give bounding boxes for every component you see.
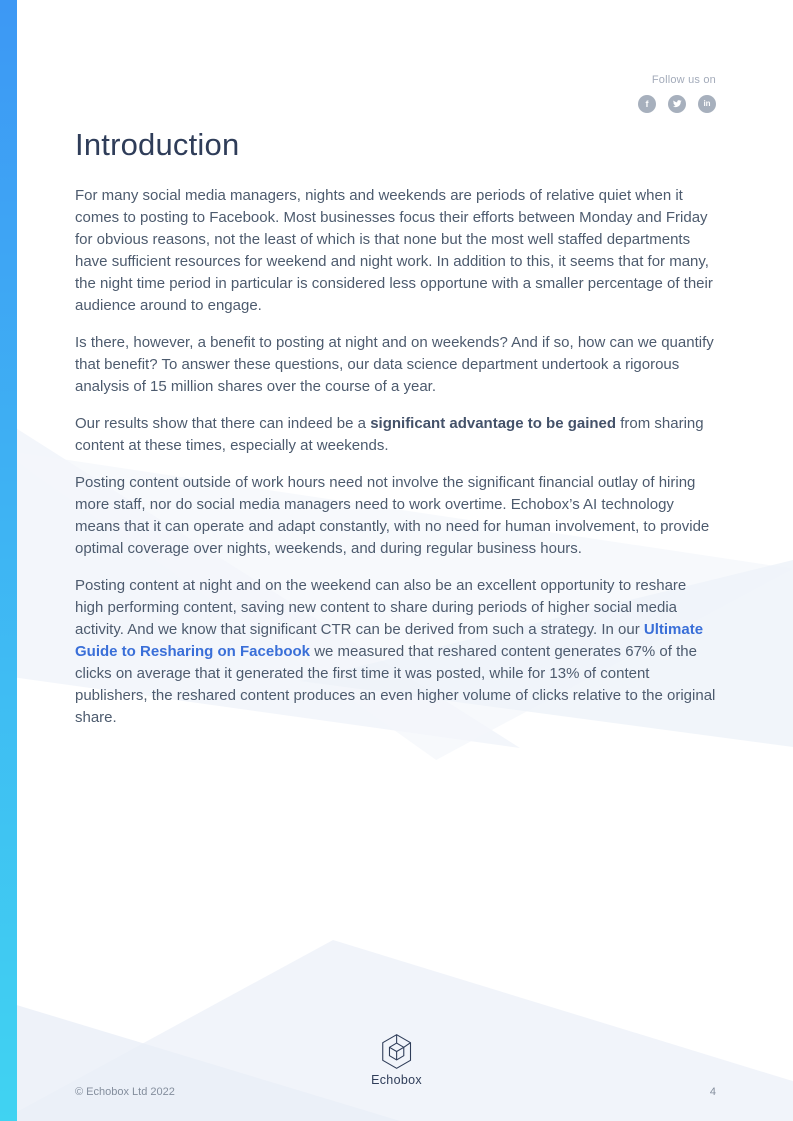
paragraph: [75, 472, 718, 560]
facebook-icon[interactable]: f: [638, 95, 656, 113]
paragraph: [75, 575, 718, 729]
text-segment: Posting content outside of work hours need not involve the significant financial outlay of hiring more staff, nor do social media managers need to work overtime. Echobox’s AI technology means that it can operate and adapt constantly, with no need for human involvement, to provide optimal coverage over nights, weekends, and during regular business hours.: [75, 474, 710, 557]
follow-us-block: [75, 74, 716, 113]
echobox-logo-mark: [380, 1033, 414, 1070]
paragraph: [75, 185, 718, 317]
linkedin-icon[interactable]: in: [698, 95, 716, 113]
page-title: Introduction: [75, 127, 240, 162]
text-segment: For many social media managers, nights and weekends are periods of relative quiet when it comes to posting to Facebook. Most businesses focus their efforts between Monday and Friday for obvious reasons, not the least of which is that none but the most well staffed departments have sufficient resources for weekend and night work. In addition to this, it seems that for many, the night time period in particular is considered less opportune with a smaller percentage of their audience around to engage.: [75, 187, 713, 314]
paragraph: [75, 413, 718, 457]
follow-us-label: Follow us on: [651, 74, 716, 86]
text-segment: Our results show that there can indeed be a: [75, 415, 371, 432]
page-number: 4: [709, 1086, 716, 1098]
text-segment: we measured that reshared content generates 67% of the clicks on average that it generated the first time it was posted, while for 13% of content publishers, the reshared content produces an even higher volume of clicks relative to the original share.: [75, 643, 716, 726]
echobox-wordmark: Echobox: [371, 1073, 422, 1087]
page-content: [0, 74, 793, 729]
footer-meta: [75, 1086, 716, 1098]
text-segment: Is there, however, a benefit to posting at night and on weekends? And if so, how can we quantify that benefit? To answer these questions, our data science department undertook a rigorous analysis of 15 million shares over the course of a year.: [75, 334, 714, 395]
resharing-guide-link[interactable]: Ultimate Guide to Resharing on Facebook: [75, 621, 704, 660]
copyright-text: © Echobox Ltd 2022: [75, 1086, 175, 1098]
twitter-icon[interactable]: [668, 95, 686, 113]
bold-text: significant advantage to be gained: [370, 415, 617, 432]
social-icons: [75, 95, 716, 113]
left-accent-bar: [0, 0, 17, 1121]
echobox-logo: [371, 1033, 422, 1087]
body-paragraphs: [75, 185, 718, 729]
text-segment: from sharing content at these times, especially at weekends.: [75, 415, 704, 454]
paragraph: [75, 332, 718, 398]
text-segment: Posting content at night and on the weekend can also be an excellent opportunity to reshare high performing content, saving new content to share during periods of higher social media activity. And we know that significant CTR can be derived from such a strategy. In our: [75, 577, 687, 638]
